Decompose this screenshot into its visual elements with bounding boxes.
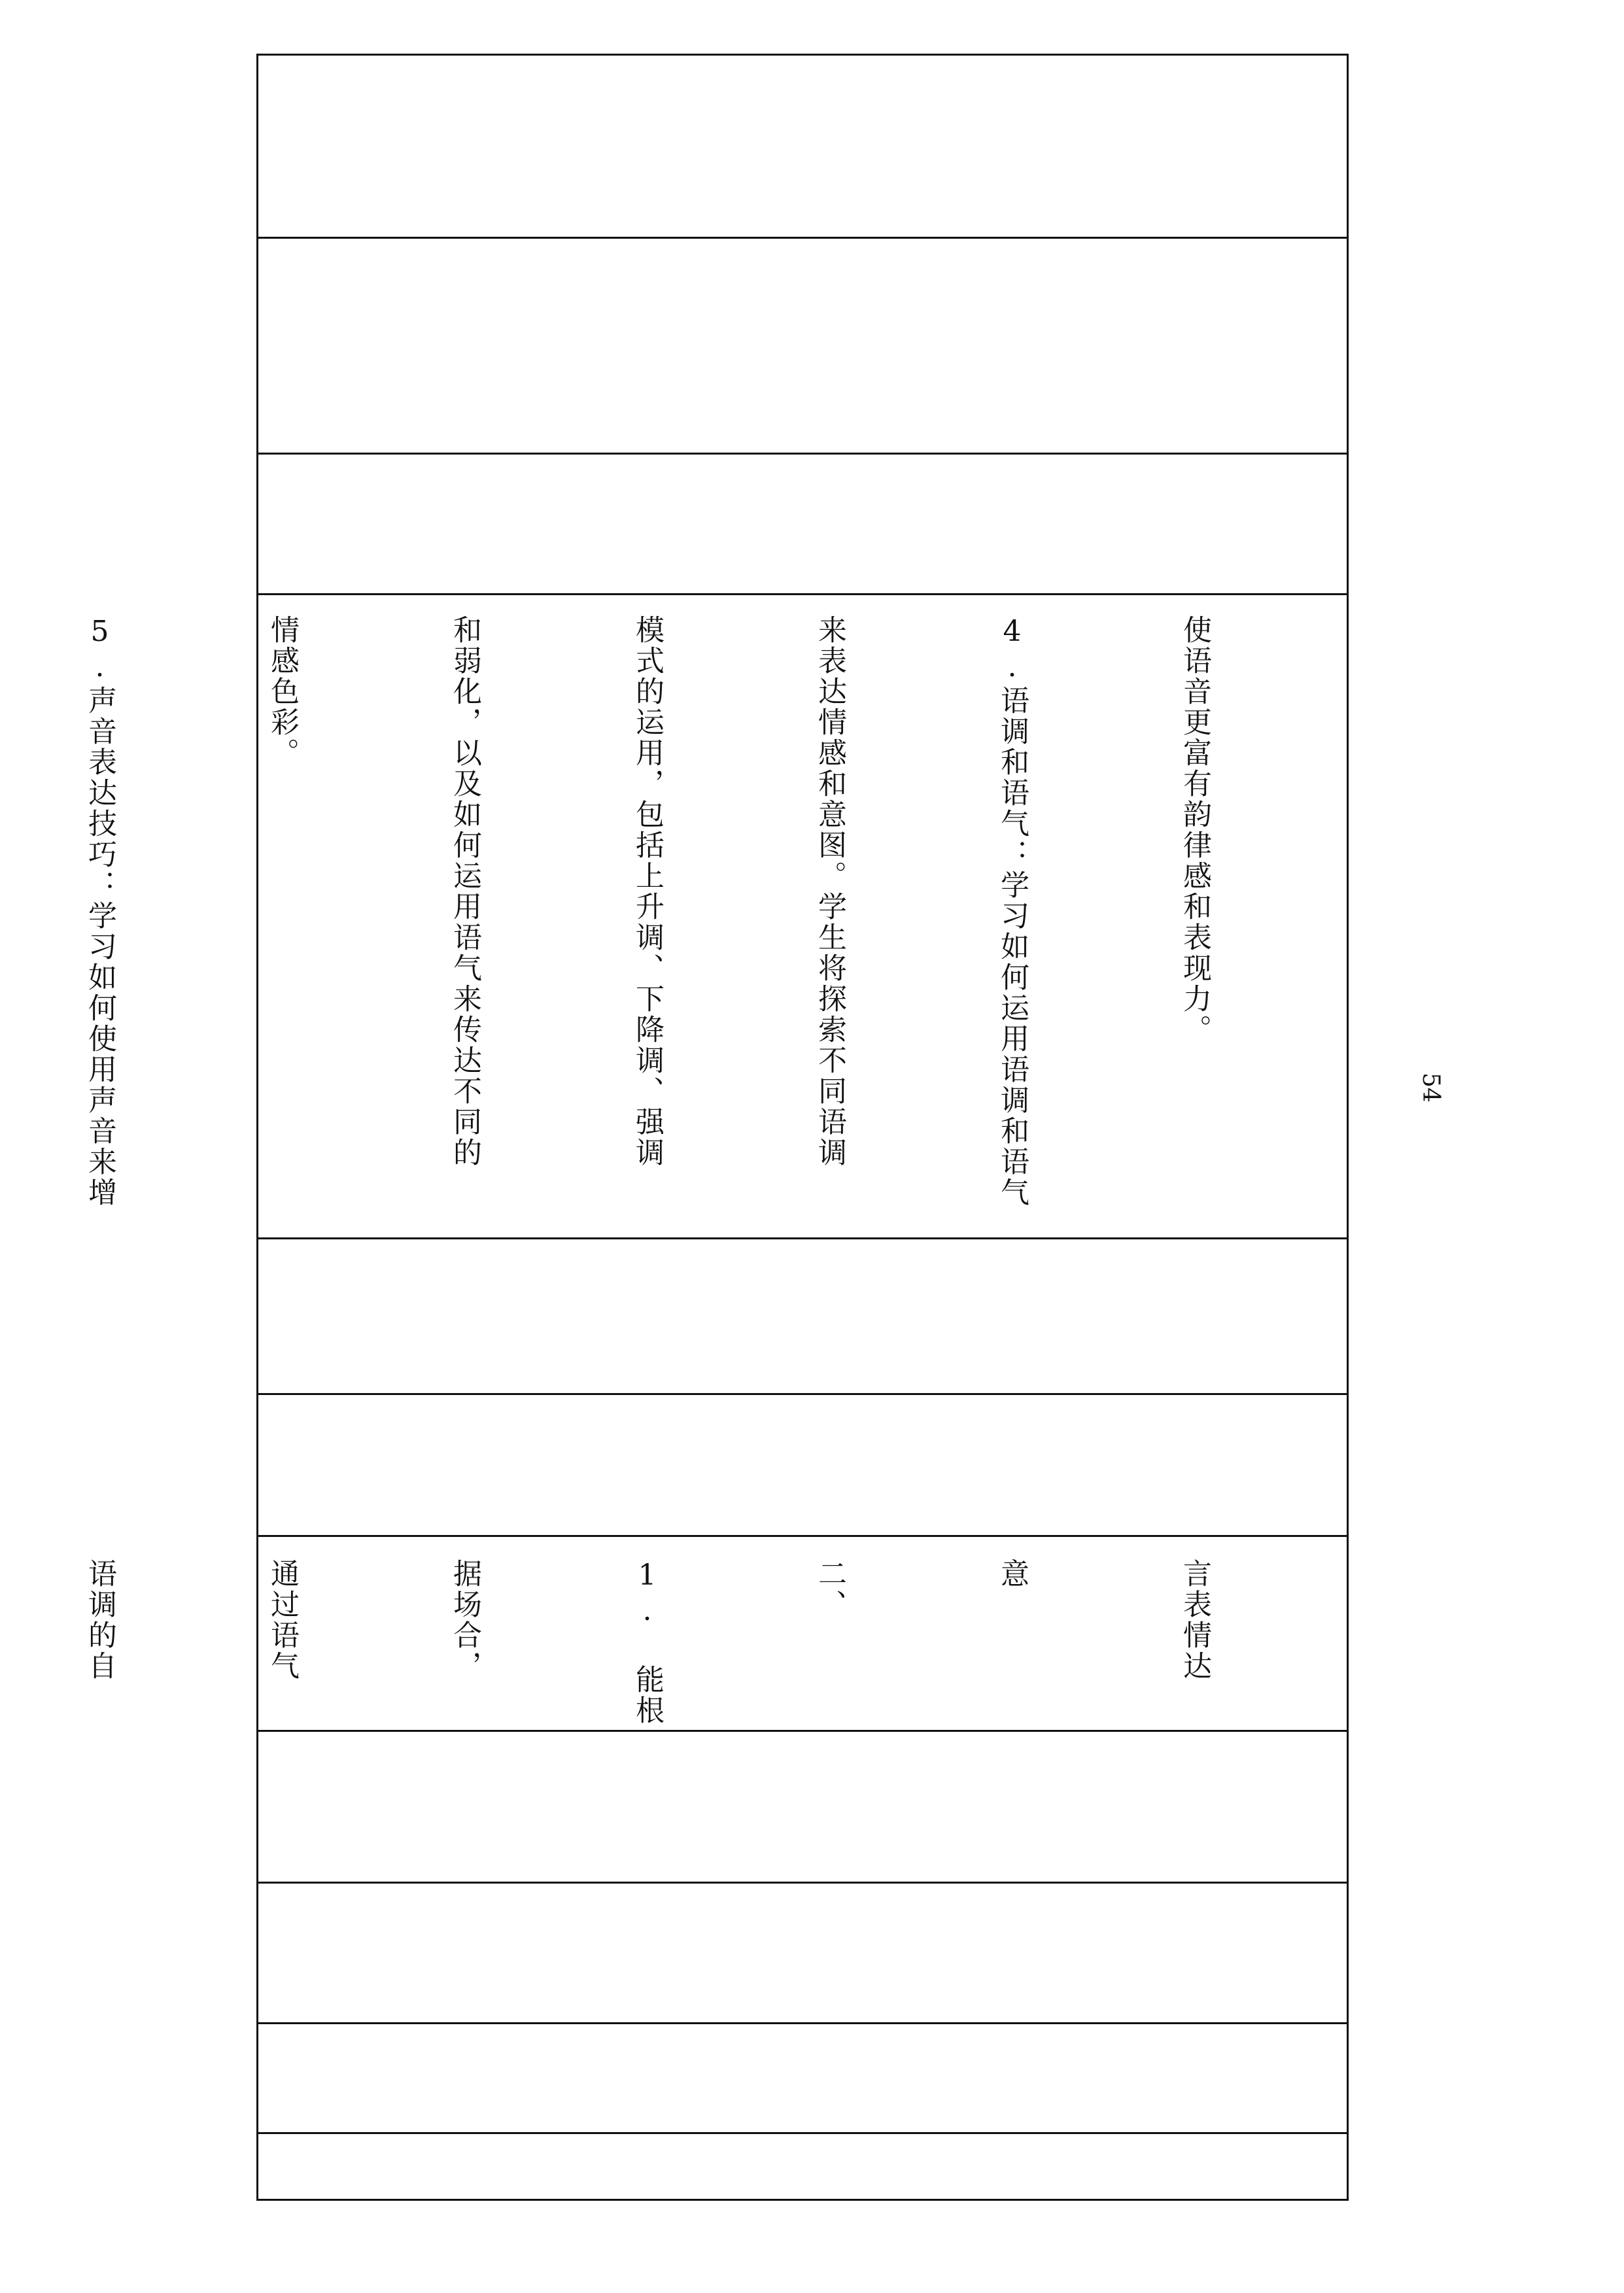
content-line: 情感色彩。 <box>266 615 299 768</box>
objective-line: 意 <box>995 1559 1029 1589</box>
content-line: 模式的运用，包括上升调、下降调、强调 <box>631 615 664 1168</box>
objective-line: 据场合， <box>448 1559 481 1681</box>
column-divider <box>258 593 1347 595</box>
objective-line: 通过语气 <box>266 1559 299 1681</box>
rotated-table <box>83 54 1349 2201</box>
column-divider <box>258 1393 1347 1395</box>
column-divider <box>258 453 1347 455</box>
objectives-cell <box>83 1559 1347 1726</box>
objective-line: 言表情达 <box>1178 1559 1211 1681</box>
content-line: 使语音更富有韵律感和表现力。 <box>1178 615 1211 1045</box>
objective-line: 1. 能根 <box>631 1559 664 1726</box>
content-cell <box>83 615 1347 1230</box>
content-line: 4.语调和语气：学习如何运用语调和语气 <box>995 615 1029 1208</box>
column-divider <box>258 1882 1347 1884</box>
content-line: 和弱化，以及如何运用语气来传达不同的 <box>448 615 481 1168</box>
column-divider <box>258 237 1347 239</box>
objective-line: 二、 <box>813 1559 846 1620</box>
column-divider <box>258 1535 1347 1537</box>
objective-line: 语调的自 <box>83 1559 116 1681</box>
column-divider <box>258 1237 1347 1239</box>
column-divider <box>258 1730 1347 1732</box>
column-divider <box>258 2132 1347 2134</box>
column-divider <box>258 2022 1347 2024</box>
content-line: 来表达情感和意图。学生将探索不同语调 <box>813 615 846 1168</box>
page-number: 54 <box>1417 1073 1444 1103</box>
content-line: 5.声音表达技巧：学习如何使用声音来增 <box>83 615 116 1208</box>
